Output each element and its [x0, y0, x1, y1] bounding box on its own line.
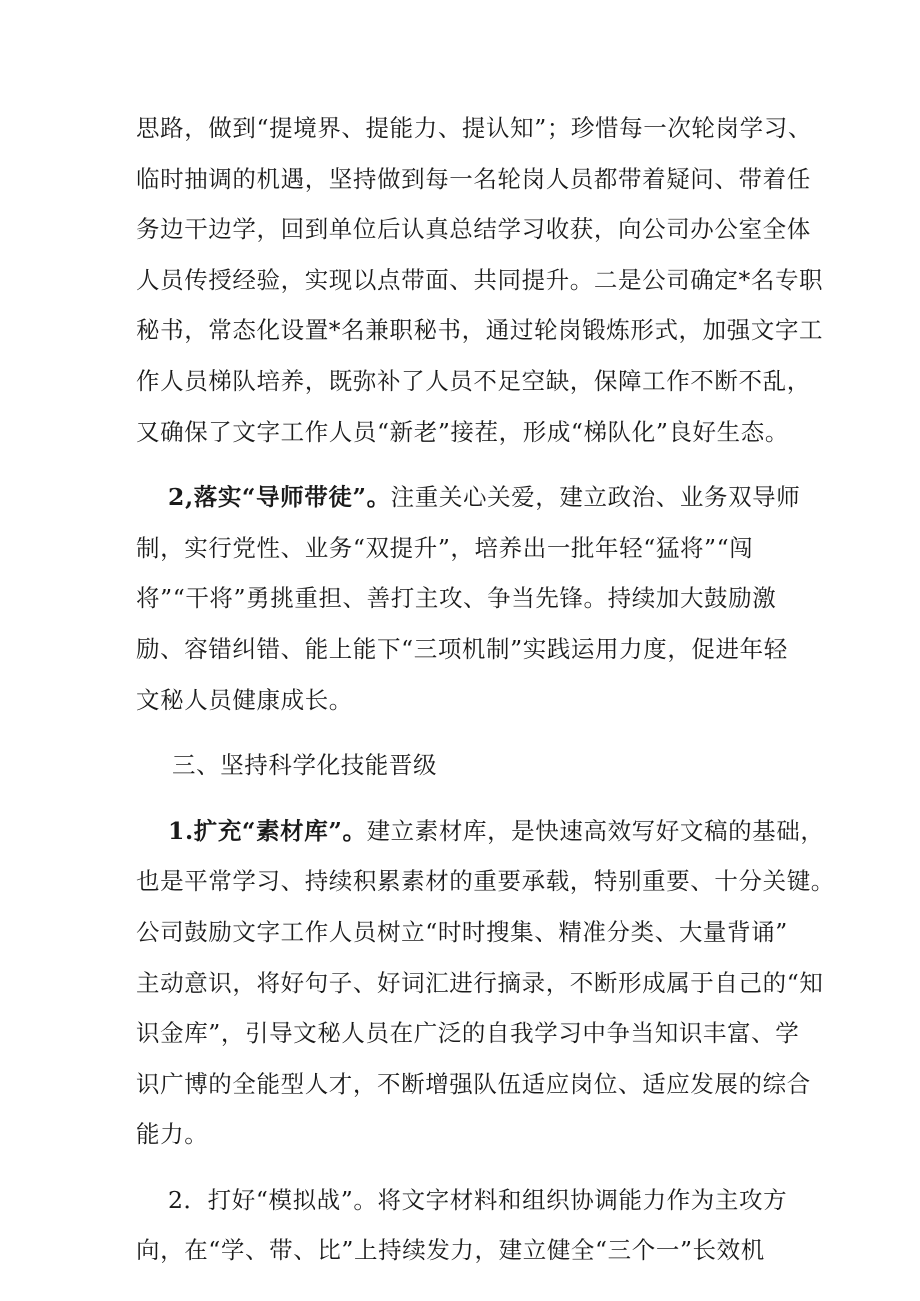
paragraph-rotation-training — [136, 103, 824, 457]
text-line: 作人员梯队培养，既弥补了人员不足空缺，保障工作不断不乱， — [136, 366, 811, 395]
text-line: 识广博的全能型人才，不断增强队伍适应岗位、适应发展的综合 — [136, 1069, 811, 1098]
text-line: 文秘人员健康成长。 — [136, 685, 353, 714]
paragraph-material-library — [136, 806, 835, 1160]
text-line: 制，实行党性、业务“双提升”，培养出一批年轻“猛将”“闯 — [136, 533, 754, 562]
text-line: 将”“干将”勇挑重担、善打主攻、争当先锋。持续加大鼓励激 — [136, 584, 777, 613]
text-line — [136, 472, 801, 523]
text-line: 人员传授经验，实现以点带面、共同提升。二是公司确定*名专职 — [136, 265, 824, 294]
text-line: 识金库”，引导文秘人员在广泛的自我学习中争当知识丰富、学 — [136, 1019, 800, 1048]
item-lead-mentorship: 2,落实“导师带徒”。 — [168, 483, 391, 512]
section-heading — [136, 740, 788, 791]
item-text: 注重关心关爱，建立政治、业务双导师 — [390, 483, 801, 512]
text-line: 主动意识，将好句子、好词汇进行摘录，不断形成属于自己的“知 — [136, 968, 824, 997]
section-heading-text: 三、坚持科学化技能晋级 — [172, 751, 438, 780]
text-line: 临时抽调的机遇，坚持做到每一名轮岗人员都带着疑问、带着任 — [136, 164, 811, 193]
text-line — [136, 806, 825, 857]
paragraph-simulation — [136, 1175, 788, 1276]
text-line: 思路，做到“提境界、提能力、提认知”；珍惜每一次轮岗学习、 — [136, 114, 812, 142]
text-line: 秘书，常态化设置*名兼职秘书，通过轮岗锻炼形式，加强文字工 — [136, 316, 824, 345]
text-line: 公司鼓励文字工作人员树立“时时搜集、精准分类、大量背诵” — [136, 917, 788, 946]
paragraph-mentorship — [136, 472, 801, 725]
text-line: 也是平常学习、持续积累素材的重要承载，特别重要、十分关键。 — [136, 867, 835, 896]
text-line: 能力。 — [136, 1120, 209, 1149]
text-line: 又确保了文字工作人员“新老”接茬，形成“梯队化”良好生态。 — [136, 417, 789, 446]
item-lead-material-library: 1.扩充“素材库”。 — [168, 816, 367, 845]
text-line: 向，在“学、带、比”上持续发力，建立健全“三个一”长效机 — [136, 1236, 765, 1265]
text-line: 务边干边学，回到单位后认真总结学习收获，向公司办公室全体 — [136, 215, 811, 244]
text-line: 励、容错纠错、能上能下“三项机制”实践运用力度，促进年轻 — [136, 634, 788, 663]
item-text: 建立素材库，是快速高效写好文稿的基础， — [366, 816, 825, 845]
text-line: 2．打好“模拟战”。将文字材料和组织协调能力作为主攻方 — [168, 1185, 788, 1214]
document-page — [136, 103, 835, 1276]
